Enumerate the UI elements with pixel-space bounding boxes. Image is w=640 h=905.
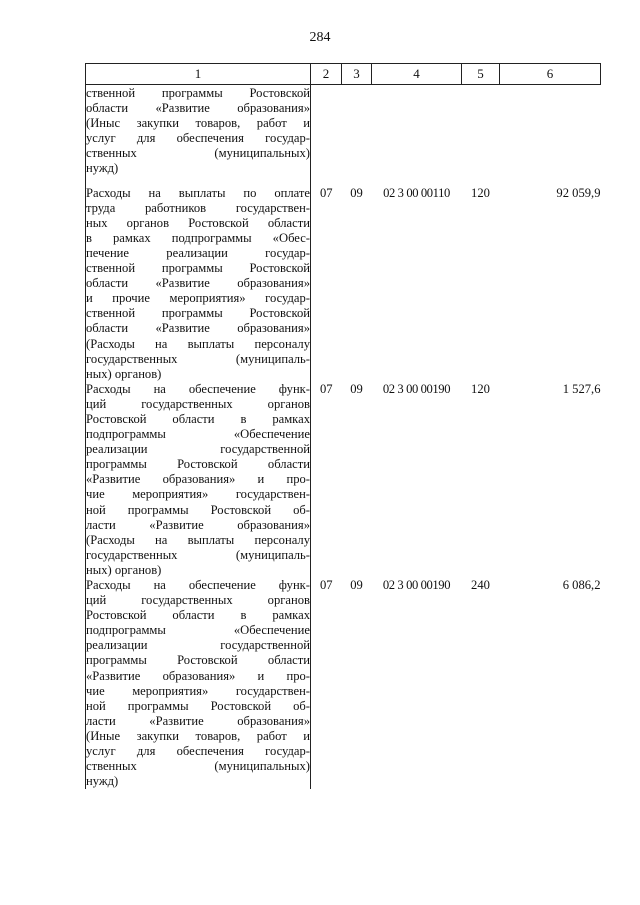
name-line: печение реализации государ- (86, 245, 310, 260)
name-line: Ростовской области в рамках (86, 608, 310, 623)
row-amount: 1 527,6 (562, 381, 601, 396)
table-header (86, 64, 601, 85)
name-line: государственных (муниципаль- (86, 547, 310, 562)
row-subsection: 09 (350, 185, 363, 200)
name-line: подпрограммы «Обеспечение (86, 623, 310, 638)
name-line: Расходы на обеспечение функ- (86, 578, 310, 592)
row-name (86, 186, 311, 382)
name-line: «Развитие образования» и про- (86, 472, 310, 487)
name-line: ной программы Ростовской об- (86, 698, 310, 713)
name-line: и прочие мероприятия» государ- (86, 291, 310, 306)
name-line: ций государственных органов (86, 593, 310, 608)
name-line: области «Развитие образования» (86, 101, 310, 116)
column-header-subsection: 3 (342, 64, 372, 85)
name-line: программы Ростовской области (86, 457, 310, 472)
row-target-code (372, 85, 462, 186)
column-header-name: 1 (86, 64, 311, 85)
name-line: реализации государственной (86, 442, 310, 457)
row-expense-type: 120 (471, 185, 490, 200)
name-line: Расходы на выплаты по оплате (86, 185, 310, 200)
name-line: (Расходы на выплаты персоналу (86, 532, 310, 547)
name-line: ственных (муниципальных) (86, 759, 310, 774)
row-section: 07 (319, 185, 333, 200)
page-number: 284 (309, 30, 331, 45)
row-amount: 6 086,2 (562, 578, 601, 592)
name-line: ственной программы Ростовской (86, 261, 310, 276)
column-header-expense-type: 5 (462, 64, 500, 85)
row-section: 07 (319, 381, 333, 396)
name-line: «Развитие образования» и про- (86, 668, 310, 683)
name-line: труда работников государствен- (86, 200, 310, 215)
name-line: ций государственных органов (86, 396, 310, 411)
row-subsection: 09 (350, 381, 363, 396)
row-target-code: 02 3 00 00190 (382, 578, 451, 592)
row-section: 07 (319, 578, 333, 592)
name-line: чие мероприятия» государствен- (86, 487, 310, 502)
name-line: программы Ростовской области (86, 653, 310, 668)
name-line: в рамках подпрограммы «Обес- (86, 230, 310, 245)
name-line: реализации государственной (86, 638, 310, 653)
row-target-code: 02 3 00 00110 (383, 185, 450, 200)
name-line: государственных (муниципаль- (86, 351, 310, 366)
row-subsection (342, 85, 372, 186)
row-name (86, 85, 311, 186)
header-row (86, 64, 601, 85)
name-line: (Расходы на выплаты персоналу (86, 336, 310, 351)
column-header-target-code: 4 (372, 64, 462, 85)
row-name (86, 578, 311, 789)
name-line: нужд) (86, 774, 119, 789)
name-line: ственной программы Ростовской (86, 86, 310, 100)
name-line: услуг для обеспечения государ- (86, 744, 310, 759)
name-line: ных) органов) (86, 562, 162, 577)
column-header-section: 2 (311, 64, 342, 85)
name-line: области «Развитие образования» (86, 321, 310, 336)
name-line: (Иные закупки товаров, работ и (86, 728, 310, 743)
name-line: ной программы Ростовской об- (86, 502, 310, 517)
row-expense-type: 120 (471, 381, 490, 396)
name-line: ственной программы Ростовской (86, 306, 310, 321)
row-subsection: 09 (350, 578, 363, 592)
name-line: услуг для обеспечения государ- (86, 131, 310, 146)
row-name (86, 382, 311, 578)
column-header-amount: 6 (500, 64, 601, 85)
table-row (86, 578, 601, 789)
row-section (311, 85, 342, 186)
table-row (86, 186, 601, 382)
name-line: чие мероприятия» государствен- (86, 683, 310, 698)
name-line: Ростовской области в рамках (86, 411, 310, 426)
budget-table (85, 63, 601, 789)
table-body (86, 85, 601, 790)
table-row (86, 382, 601, 578)
name-line: ных органов Ростовской области (86, 215, 310, 230)
row-amount: 92 059,9 (556, 185, 601, 200)
row-amount (500, 85, 601, 186)
name-line: (Иныс закупки товаров, работ и (86, 116, 310, 131)
row-expense-type: 240 (471, 578, 490, 592)
name-line: ственных (муниципальных) (86, 146, 310, 161)
name-line: ласти «Развитие образования» (86, 713, 310, 728)
name-line: ласти «Развитие образования» (86, 517, 310, 532)
name-line: подпрограммы «Обеспечение (86, 427, 310, 442)
table-row (86, 85, 601, 186)
name-line: ных) органов) (86, 366, 162, 381)
name-line: Расходы на обеспечение функ- (86, 381, 310, 396)
name-line: области «Развитие образования» (86, 276, 310, 291)
name-line: нужд) (86, 161, 119, 176)
row-target-code: 02 3 00 00190 (382, 381, 451, 396)
row-expense-type (462, 85, 500, 186)
